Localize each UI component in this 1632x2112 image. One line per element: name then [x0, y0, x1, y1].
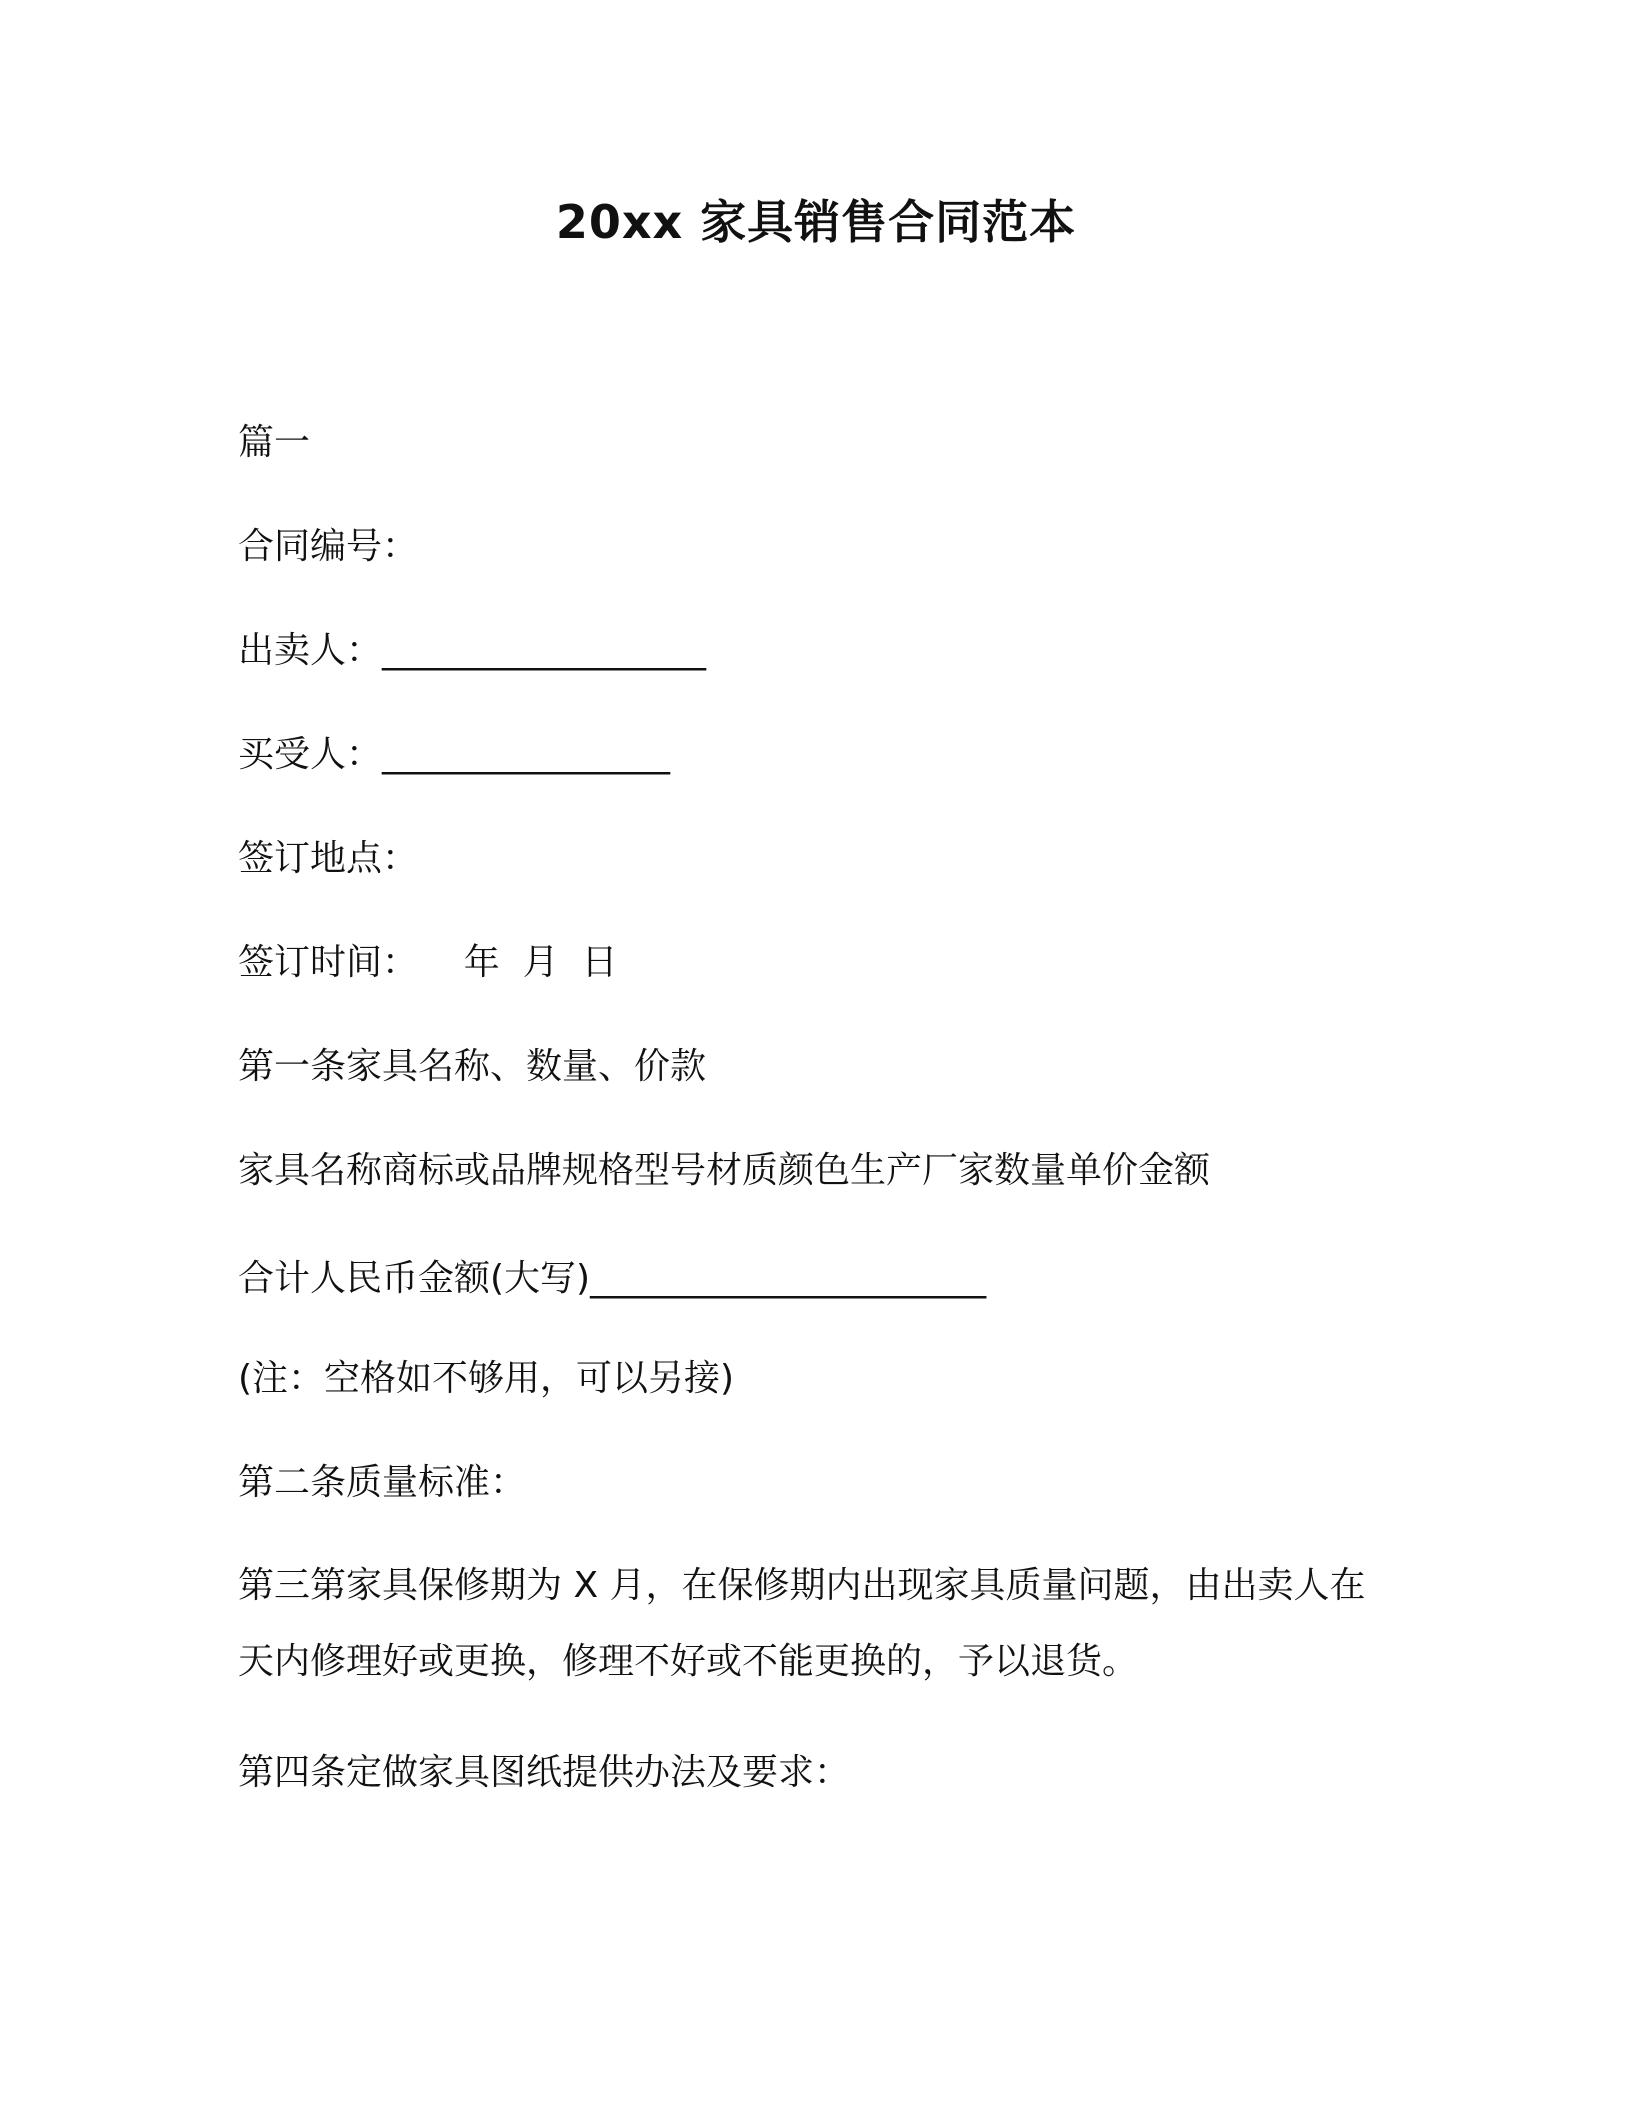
- section-heading: 篇一: [238, 422, 311, 463]
- article-4-heading: 第四条定做家具图纸提供办法及要求：: [238, 1752, 851, 1793]
- signing-place-field: 签订地点：: [238, 838, 419, 879]
- article-3-paragraph: 第三第家具保修期为 X 月，在保修期内出现家具质量问题，由出卖人在天内修理好或更换，修理不好或不能更换的，予以退货。: [238, 1565, 1366, 1682]
- seller-field: 出卖人：__________________: [238, 630, 707, 671]
- total-amount-field: 合计人民币金额(大写)______________________: [238, 1258, 987, 1299]
- document-title: 20xx 家具销售合同范本: [555, 195, 1077, 249]
- signing-date-field: 签订时间： 年 月 日: [238, 942, 618, 983]
- buyer-field: 买受人：________________: [238, 734, 671, 775]
- article-2-heading: 第二条质量标准：: [238, 1462, 527, 1503]
- note-line: (注：空格如不够用，可以另接): [238, 1358, 735, 1399]
- article-1-heading: 第一条家具名称、数量、价款: [238, 1046, 707, 1087]
- item-columns-line: 家具名称商标或品牌规格型号材质颜色生产厂家数量单价金额: [238, 1150, 1211, 1191]
- contract-number-field: 合同编号：: [238, 526, 419, 567]
